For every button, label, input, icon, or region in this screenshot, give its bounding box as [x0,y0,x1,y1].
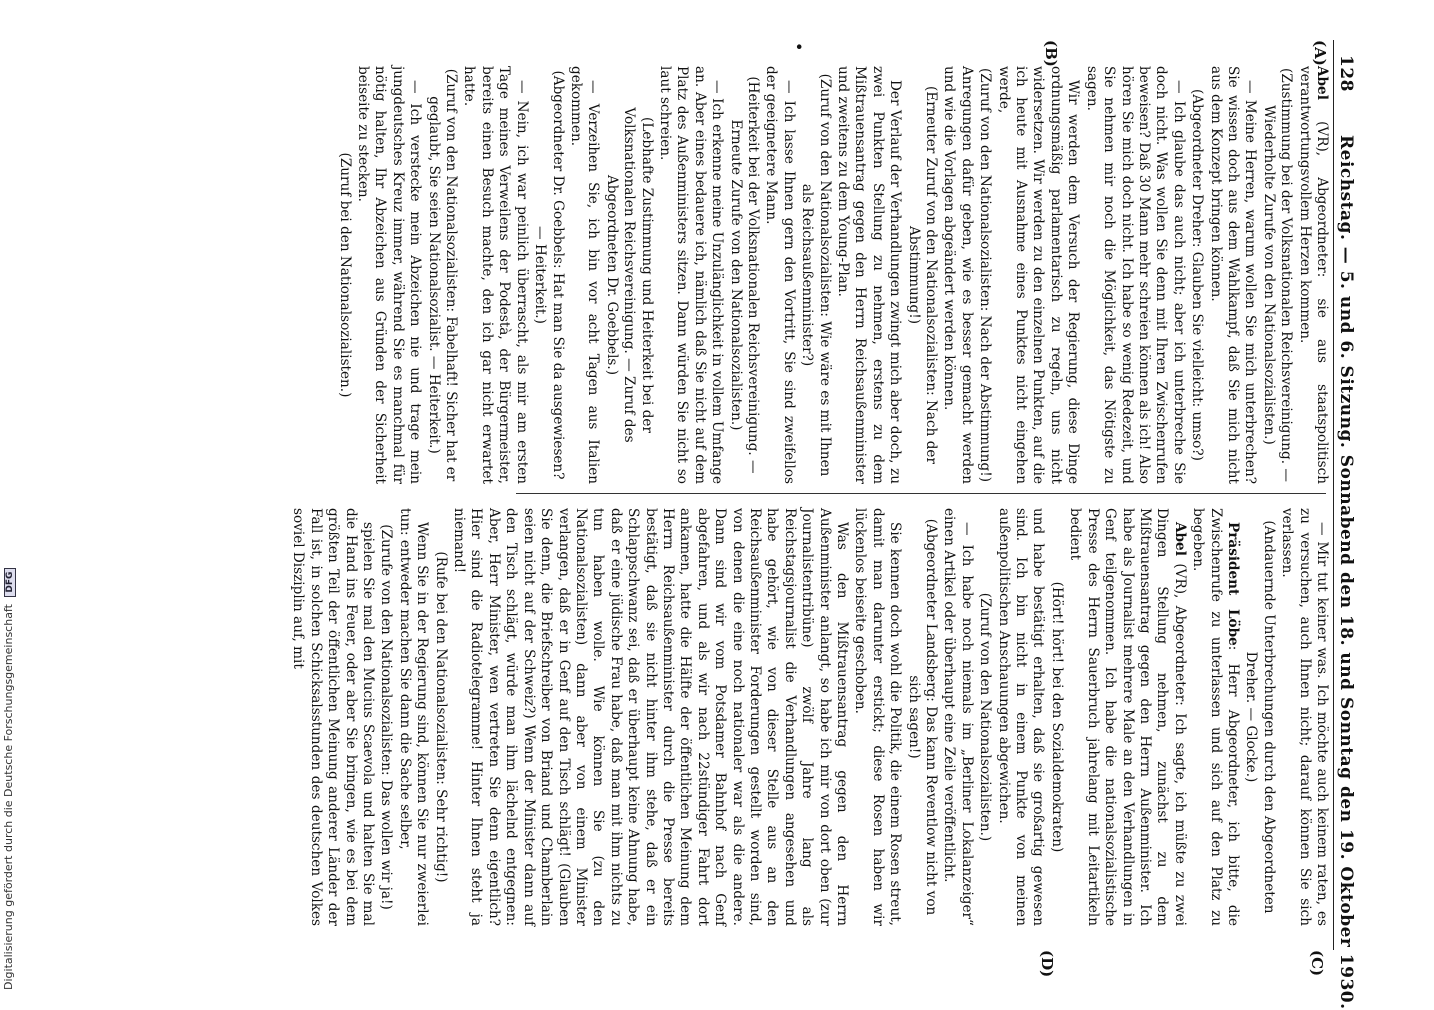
paragraph-text: (Abgeordneter Dreher: Glauben Sie vielleicht: umso?) [1189,89,1206,461]
paragraph-text: (Zuruf von den Nationalsozialisten: Nach der Abstimmung!) [977,68,994,482]
paragraph-text: (Zuruf von den Nationalsozialisten: Wie wäre es mit Ihnen als Reichsaußenminister?) [799,73,833,477]
paragraph-text: — Verzeihen Sie, ich bin vor acht Tagen aus Italien gekommen. [567,66,602,484]
paragraph-text: — Ich lasse Ihnen gern den Vortritt, Sie sind zweifellos der geeignetere Mann. [763,66,797,484]
paragraph-text: — Ich habe noch niemals im „Berliner Lokalanzeiger“ einen Artikel oder überhaupt eine Zeile veröffentlicht. [941,508,975,926]
paragraph-text: und habe bestätigt erhalten, daß sie großartig gewesen sind. Ich bin nicht in einem Punkte von meinen außenpolitischen Anschauungen abgewichen. [995,508,1047,926]
paragraph [1082,66,1186,484]
margin-mark-d: (D) [1038,950,1056,978]
paragraph [762,66,797,484]
paragraph-text: — Meine Herren, warum wollen Sie mich unterbrechen? Sie wissen doch aus dem Wahlkampf, daß Sie mich nicht aus dem Konzept bringen können. [1207,66,1259,484]
paragraph [656,66,726,484]
right-column [290,508,1330,926]
paragraph-text: (Heiterkeit bei der Volksnationalen Reichsvereinigung. — Erneute Zurufe von den Nationalsozialisten.) [727,76,761,474]
interjection [335,66,352,484]
interjection [431,508,448,926]
paragraph-text: Wenn Sie in der Regierung sind, können Sie nur zweierlei tun: entweder machen Sie dann die Sache selber, [396,508,431,926]
paragraph-text: : Herr Abgeordneter, ich bitte, die Zwischenrufe zu unterlassen und sich auf den Platz zu begeben. [1190,508,1241,926]
interjection [1188,66,1205,484]
speaker-name: Abel [1314,66,1330,100]
header-rule [1333,40,1334,950]
interjection [1048,508,1065,926]
interjection [377,508,394,926]
paragraph-text: — Nein, ich war peinlich überrascht, als mir am ersten Tage meines Verweilens der Podestà, der Bürgermeister, bereits einen Besuch machte, den ich gar nicht erwartet hatte. [461,66,530,484]
speaker-name: Abel [1171,522,1188,556]
paragraph [567,66,602,484]
paragraph-text: — Ich glaube das auch nicht; aber ich unterbreche Sie doch nicht. Was wollen Sie denn mit Ihren Zwischenrufen beweisen? Daß 30 Mann mehr schreien können als ich! Also hören Sie mich doch nicht. Ich habe so wenig Redezeit, und Sie nehmen mir noch die Möglichkeit, das Nötigste zu sagen. [1083,66,1187,484]
interjection [424,66,459,484]
paragraph-text: (Zuruf bei den Nationalsozialisten.) [336,152,353,398]
paragraph-text: (Andauernde Unterbrechungen durch den Abgeordneten Dreher. — Glocke.) [1243,520,1277,914]
paragraph [994,66,1081,484]
interjection [976,66,993,484]
paragraph-text: (Abgeordneter Landsberg: Das kann Reventlow nicht von sich sagen!) [905,518,940,916]
paragraph-text: (Rufe bei den Nationalsozialisten: Sehr richtig!) [432,551,449,883]
paragraph-text: (VR), Abgeordneter: sie aus staatspolitisch verantwortungsvollem Herzen kommen. [1296,66,1330,484]
page-header [1334,55,1356,1010]
interjection [726,66,761,484]
paragraph [1278,508,1330,926]
paragraph [940,66,975,484]
interjection [1259,66,1294,484]
paragraph-text: Der Verlauf der Verhandlungen zwingt mich aber doch, zu zwei Punkten Stellung zu nehmen, erstens zu dem Mißtrauensantrag gegen den Herrn Reichsaußenminister und zweitens zu dem Young-Plan. [835,66,904,484]
digitization-note [2,0,18,990]
paragraph-text: Was den Mißtrauensantrag gegen den Herrn Außenminister anlangt, so habe ich mir von dort oben (zur Journalistentribüne) zwölf Jahre lang als Reichstagsjournalist die Verhandlungen angesehen und habe gehört, wie von dieser Stelle aus an den Reichsaußenminister Forderungen gestellt worden sind, von denen die eine noch nationaler war als die andere. Dann sind wir vom Potsdamer Bahnhof nach Genf abgefahren, und als wir nach 22stündiger Fahrt dort ankamen, hatte die Hälfte der öffentlichen Meinung dem Herrn Reichsaußenminister durch die Presse bereits bestätigt, daß sie nicht hinter ihm stehe, daß er ein Schlappschwanz sei, daß er überhaupt keine Ahnung habe, daß er eine jüdische Frau habe, daß man mit ihm nichts zu tun haben wolle. Wie können Sie (zu den Nationalsozialisten) dann aber von einem Minister verlangen, daß er in Genf auf den Tisch schlägt! (Glauben Sie denn, die Briefschreiber von Briand und Chamberlain seien nicht auf der Schweiz?) Wenn der Minister dann auf den Tisch schlägt, würde man ihm lächelnd entgegnen: Aber, Herr Minister, wen vertreten Sie denn eigentlich? Hier sind die Radiotelegramme! Hinter Ihnen steht ja niemand! [451,508,851,926]
paragraph [1066,508,1188,926]
margin-mark-c: (C) [1308,950,1326,977]
paragraph-text: (Zurufe von den Nationalsozialisten: Das wollen wir ja!) [378,524,395,910]
paragraph-text: (VR), Abgeordneter: Ich sagte, ich müßte zu zwei Dingen Stellung nehmen, zunächst zu dem Mißtrauensantrag gegen den Herrn Außenminister. Ich habe als Journalist mehrere Male an den Verhandlungen in Genf teilgenommen. Ich habe die nationalsozialistische Presse des Herrn Sauerbruch jahrelang mit Leitartikeln bedient [1067,508,1188,926]
paragraph-text: — Ich verstecke mein Abzeichen nie und trage mein jungdeutsches Kreuz immer, während Sie es manchmal für nötig halten, Ihr Abzeichen aus Gründen der Sicherheit beiseite zu stecken. [355,66,424,484]
margin-mark-b: (B) [1042,40,1060,67]
paragraph-text: Wir werden dem Versuch der Regierung, diese Dinge ordnungsmäßig parlamentarisch zu regeln, uns nicht widersetzen. Wir werden zu den einzelnen Punkten, auf die ich heute mit Ausnahme eines Punktes nicht eingehen werde, [995,66,1082,484]
paragraph-text: — Ich erkenne meine Unzulänglichkeit in vollem Umfange an. Aber eines bedauere ich, nämlich daß Sie nicht auf dem Platz des Außenministers sitzen. Dann würden Sie nicht so laut schreien. [656,66,726,484]
paragraph-text: Sie kennen doch wohl die Politik, die einem Rosen streut, damit man darunter erstickt; diese Rosen haben wir lückenlos beiseite geschoben. [852,508,904,926]
column-divider [516,493,1326,494]
paragraph-text: Anregungen dafür geben, wie es besser gemacht werden und wie die Vorlagen abgeändert werden können. [941,66,975,484]
running-title: Reichstag. — 5. und 6. Sitzung. Sonnabend den 18. und Sonntag den 19. Oktober 1930. [1336,135,1356,1010]
digitization-note-text: Digitalisierung gefördert durch die Deutsche Forschungsgemeinschaft [2,604,15,990]
paragraph [1206,66,1258,484]
left-column [336,66,1330,484]
paragraph-text: (Erneuter Zuruf von den Nationalsozialisten: Nach der Abstimmung!) [905,86,940,464]
paragraph-text: spielen Sie mal den Mucius Scaevola und halten Sie mal die Hand ins Feuer, oder aber Sie bringen, wie es bei dem größten Teil der öffentlichen Meinung anderer Länder der Fall ist, in solchen Schicksalsstunden des deutschen Volkes soviel Disziplin auf, mit [290,508,377,926]
interjection [904,508,939,926]
paragraph-text: (Abgeordneter Dr. Goebbels: Hat man Sie da ausgewiesen? — Heiterkeit.) [532,70,566,480]
paragraph-text: (Lebhafte Zustimmung und Heiterkeit bei der Volksnationalen Reichsvereinigung. — Zuruf des Abgeordneten Dr. Goebbels.) [603,107,655,443]
interjection [1242,508,1277,926]
paragraph [1189,508,1241,926]
page-number: 128 [1336,55,1356,92]
paragraph-text: — Mir tut keiner was. Ich möchte auch keinem raten, es zu versuchen, auch Ihnen nicht; darauf können Sie sich verlassen. [1279,508,1330,926]
paragraph [354,66,424,484]
paragraph-text: (Zuruf von den Nationalsozialisten.) [977,592,994,842]
paragraph [940,508,975,926]
paragraph [450,508,850,926]
paragraph-text: (Hört! hört! bei den Sozialdemokraten) [1048,581,1065,853]
paragraph [289,508,376,926]
interjection [976,508,993,926]
paragraph-text: (Zustimmung bei der Volksnationalen Reichsvereinigung. — Wiederholte Zurufe von den Nationalsozialisten.) [1260,68,1295,482]
interjection [798,66,833,484]
interjection [904,66,939,484]
margin-mark-a: (A) [1311,40,1329,66]
paragraph-text: (Zuruf von den Nationalsozialisten: Fabelhaft! Sicher hat er geglaubt, Sie seien Nationalsozialist. — Heiterkeit.) [425,68,460,482]
paragraph [834,66,904,484]
paragraph [460,66,530,484]
interjection [602,66,654,484]
paragraph [1295,66,1330,484]
paragraph [994,508,1046,926]
paragraph [851,508,903,926]
dfg-logo: DFG [4,568,16,597]
bullet-mark: • [789,42,808,52]
interjection [531,66,566,484]
paragraph [395,508,430,926]
speaker-name: Präsident Löbe [1224,522,1241,646]
